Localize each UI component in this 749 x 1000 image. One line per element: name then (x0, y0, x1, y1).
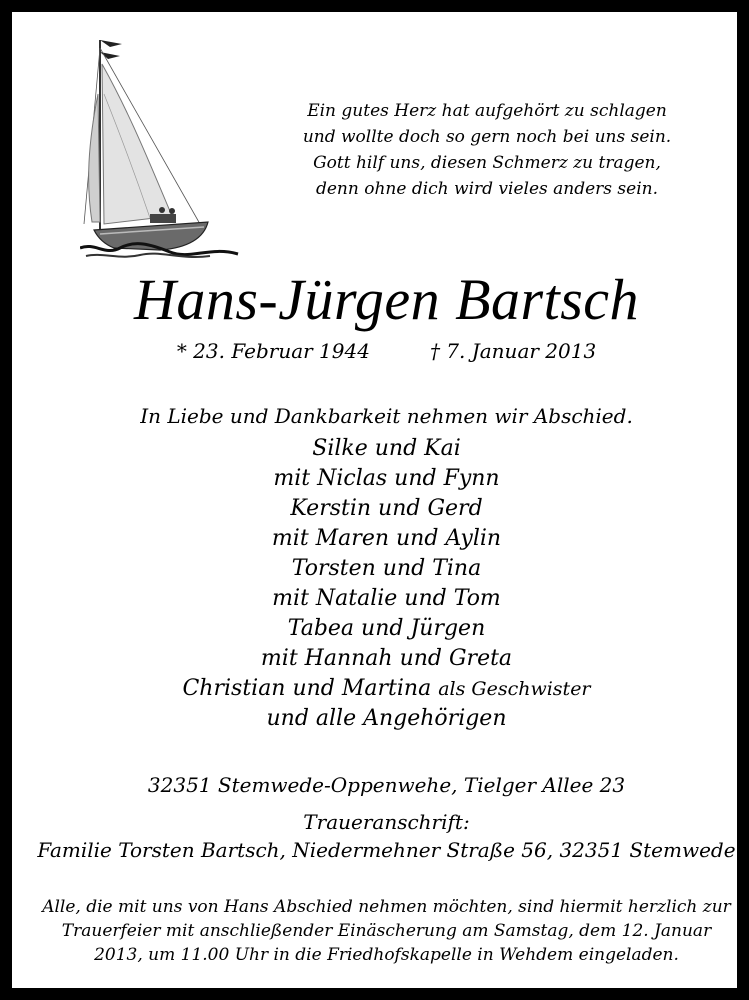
siblings-line (12, 674, 749, 704)
mourners-list (12, 434, 749, 734)
poem-line: denn ohne dich wird vieles anders sein. (315, 179, 659, 199)
mourner-line: Tabea und Jürgen (287, 616, 486, 641)
poem-line: Gott hilf uns, diesen Schmerz zu tragen, (313, 153, 661, 173)
birth-date: * 23. Februar 1944 (176, 339, 370, 363)
farewell-line: In Liebe und Dankbarkeit nehmen wir Abschied. (140, 404, 633, 428)
mourner-line: Torsten und Tina (291, 556, 482, 581)
life-dates (12, 337, 749, 365)
notice-line: Alle, die mit uns von Hans Abschied nehmen möchten, sind hiermit herzlich zur (42, 897, 731, 917)
mourner-line: Kerstin und Gerd (290, 496, 483, 521)
deceased-name: Hans-Jürgen Bartsch (133, 267, 640, 332)
funeral-notice (42, 895, 731, 967)
mourning-address (12, 808, 749, 864)
home-address: 32351 Stemwede-Oppenwehe, Tielger Allee 23 (147, 773, 626, 797)
mourner-line: mit Hannah und Greta (260, 646, 513, 671)
sailboat-icon (80, 34, 240, 264)
mourner-line: mit Natalie und Tom (272, 586, 501, 611)
poem-line: Ein gutes Herz hat aufgehört zu schlagen (307, 101, 667, 121)
mourner-line: mit Maren und Aylin (271, 526, 502, 551)
notice-line: 2013, um 11.00 Uhr in die Friedhofskapelle in Wehdem eingeladen. (94, 945, 679, 965)
poem-line: und wollte doch so gern noch bei uns sein. (302, 127, 672, 147)
mourner-line: Silke und Kai (312, 436, 461, 461)
mourning-address-label: Traueranschrift: (303, 810, 470, 834)
mourner-line: mit Niclas und Fynn (273, 466, 500, 491)
siblings-relation: als Geschwister (438, 678, 591, 700)
mourning-address-value: Familie Torsten Bartsch, Niedermehner Straße 56, 32351 Stemwede (37, 838, 736, 862)
memorial-poem (282, 98, 692, 202)
relatives-line: und alle Angehörigen (266, 706, 507, 731)
notice-line: Trauerfeier mit anschließender Einäscherung am Samstag, dem 12. Januar (61, 921, 712, 941)
death-date: † 7. Januar 2013 (429, 339, 597, 363)
siblings-names: Christian und Martina (182, 676, 432, 701)
